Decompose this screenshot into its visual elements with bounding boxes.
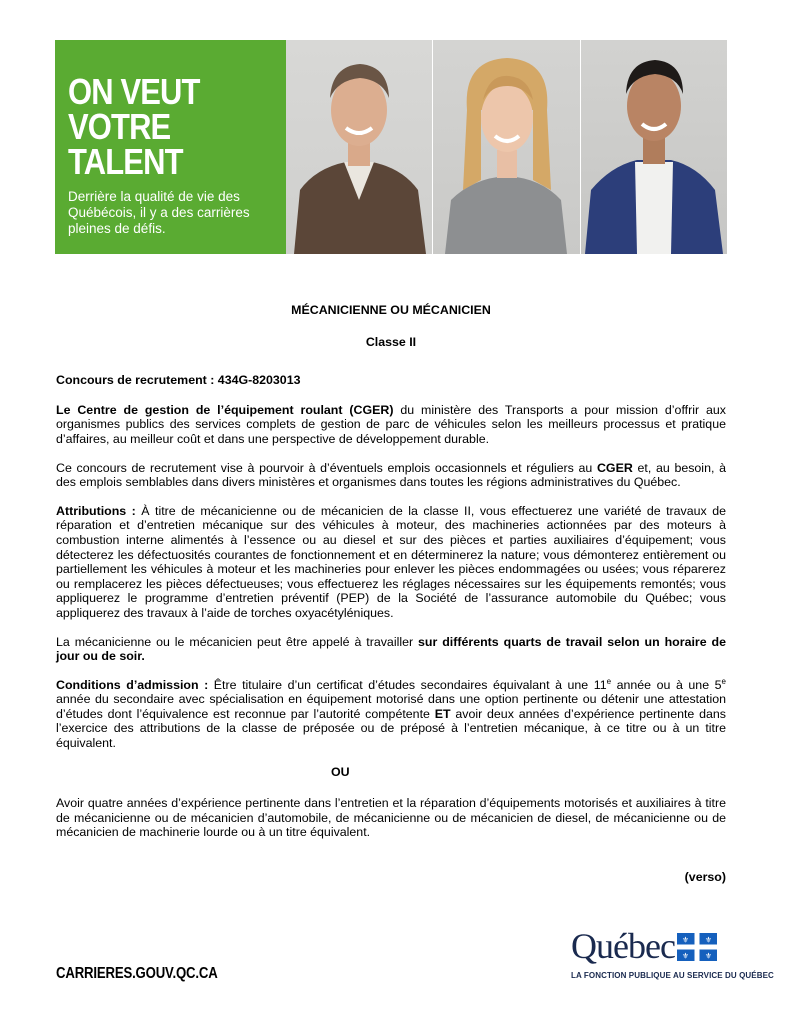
shifts-bold: sur différents quarts de travail selon un horaire de jour ou de soir.	[56, 634, 727, 664]
photo-woman-grey-sweater	[433, 40, 580, 254]
job-class: Classe II	[365, 334, 417, 349]
admission-label: Conditions d’admission :	[56, 677, 209, 692]
attributions-text: À titre de mécanicienne ou de mécanicien de la classe II, vous effectuerez une variété de travaux de réparation et d’entretien mécanique sur des véhicules à moteur, des machineries actionnées par des moteurs à combustion interne alimentés à l’essence ou au diesel et sur des pièces et parties auxiliaires d’équipement; vous détecterez les défectuosités courantes de fonctionnement et en déterminerez la nature; vous démonterez entièrement ou partiellement les véhicules à moteur et les machineries pour enlever les pièces endommagées ou usées; vous réparerez ou remplacerez les pièces défectueuses; vous effectuerez les réglages nécessaires sur les équipements remontés; vous appliquerez le programme d’entretien préventif (PEP) de la Société de l’assurance automobile du Québec; vous appliquerez des travaux à l’aide de torches oxyacétyléniques.	[56, 503, 726, 620]
or-separator: OU	[331, 764, 350, 779]
banner-green-panel	[55, 40, 286, 254]
quebec-wordmark: Québec	[571, 926, 675, 966]
paragraph-experience: Avoir quatre années d’expérience pertinente dans l’entretien et la réparation d’équipements motorisés et auxiliaires à titre de mécanicienne ou de mécanicien d’automobile, de mécanicienne ou de mécanicien de diesel, de mécanicienne ou de mécanicien de machinerie lourde ou à un titre équivalent.	[56, 796, 726, 840]
contest-number: Concours de recrutement : 434G-8203013	[56, 373, 301, 388]
svg-text:⚜: ⚜	[704, 951, 713, 961]
admission-text-c: année du secondaire avec spécialisation en équipement motorisé dans une option pertinente ou détenir une attestation d’études dont l’équivalence est reconnue par l’autorité compétente	[56, 692, 726, 721]
paragraph-shifts	[56, 635, 726, 664]
purpose-text-b: et, au besoin, à des emplois semblables dans divers ministères et organismes dans toutes les régions administratives du Québec.	[56, 460, 726, 490]
headline-line-1: ON VEUT	[68, 71, 200, 112]
admission-sup-2: e	[721, 676, 726, 686]
svg-text:⚜: ⚜	[681, 951, 690, 961]
admission-text-d: avoir deux années d’expérience pertinente dans l’exercice des attributions de la classe de préposée ou de préposé à l’entretien mécanique, à ce titre ou à un titre équivalent.	[56, 706, 726, 751]
headline-line-3: TALENT	[68, 141, 183, 182]
admission-sup-1: e	[606, 676, 612, 686]
admission-text-a: Être titulaire d’un certificat d’études secondaires équivalant à une 11	[208, 677, 607, 692]
quebec-logo	[571, 926, 774, 980]
photo-man-sweater	[286, 40, 432, 254]
paragraph-attributions	[56, 504, 726, 621]
purpose-cger: CGER	[596, 460, 633, 475]
paragraph-contest-purpose	[56, 461, 726, 490]
cger-text: du ministère des Transports a pour mission d’offrir aux organismes publics des services complets de gestion de parc de véhicules selon les meilleurs processus et pratique d’affaires, au meilleur coût et dans une perspective de développement durable.	[56, 402, 726, 446]
svg-text:⚜: ⚜	[681, 935, 690, 945]
headline-line-2: VOTRE	[68, 106, 171, 147]
paragraph-cger	[56, 403, 726, 447]
svg-text:⚜: ⚜	[704, 935, 713, 945]
cger-label: Le Centre de gestion de l’équipement roulant (CGER)	[56, 402, 394, 417]
attributions-label: Attributions :	[56, 503, 136, 518]
shifts-text: La mécanicienne ou le mécanicien peut être appelé à travailler	[56, 634, 419, 649]
purpose-text-a: Ce concours de recrutement vise à pourvoir à d’éventuels emplois occasionnels et réguliers au	[56, 460, 597, 475]
banner-tagline: Derrière la qualité de vie des Québécois, il y a des carrières pleines de défis.	[68, 189, 250, 236]
quebec-logo-subtitle: LA FONCTION PUBLIQUE AU SERVICE DU QUÉBEC	[571, 971, 774, 980]
job-title: MÉCANICIENNE OU MÉCANICIEN	[291, 303, 491, 317]
job-posting-body	[56, 303, 726, 885]
photo-man-blue-cardigan	[581, 40, 727, 254]
recruitment-banner	[55, 40, 727, 254]
careers-url: CARRIERES.GOUV.QC.CA	[56, 965, 218, 982]
admission-text-b: année ou à une 5	[611, 677, 722, 692]
admission-et: ET	[434, 706, 451, 721]
verso-note: (verso)	[684, 870, 726, 885]
fleurdelise-flag-icon	[677, 933, 717, 961]
paragraph-admission	[56, 678, 726, 751]
banner-headline	[68, 71, 274, 182]
